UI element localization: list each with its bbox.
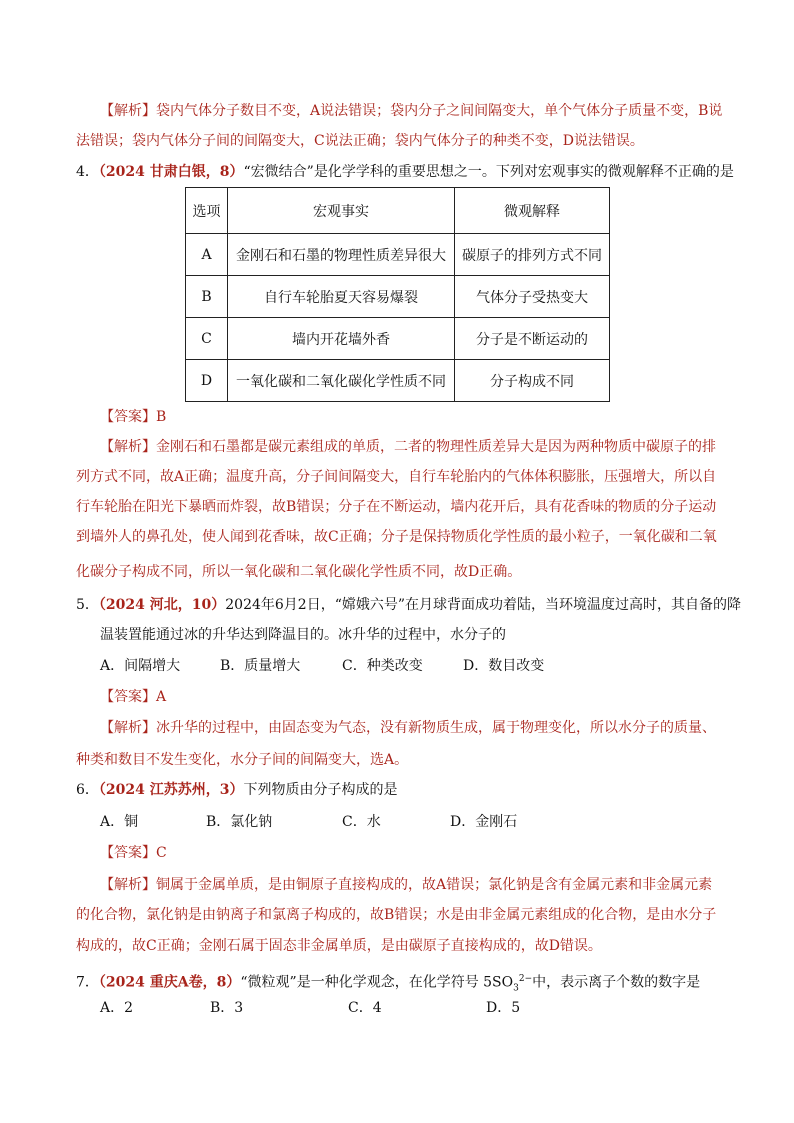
- q4-stem: [76, 162, 734, 182]
- table-cell: B: [186, 276, 228, 318]
- answer-label: 【答案】: [100, 845, 156, 861]
- option-b: B．3: [210, 1000, 244, 1016]
- analysis-label: 【解析】: [100, 877, 156, 893]
- analysis-text: 铜属于金属单质，是由铜原子直接构成的，故A错误；氯化钠是含有金属元素和非金属元素: [156, 877, 713, 893]
- question-number: 5．: [76, 597, 99, 613]
- question-text: “微粒观”是一种化学观念，在化学符号 5SO: [240, 974, 514, 991]
- q5-stem-line-1: [76, 595, 741, 615]
- q4-analysis-line-3: 行车轮胎在阳光下暴晒而炸裂，故B错误；分子在不断运动，墙内花开后，具有花香味的物质的分子运动: [76, 499, 717, 515]
- q6-analysis-line-1: [100, 875, 712, 895]
- q4-table: [185, 187, 610, 402]
- table-row: [186, 318, 610, 360]
- table-cell: 墙内开花墙外香: [228, 318, 455, 360]
- q5-answer: [100, 687, 166, 707]
- option-d: D．数目改变: [463, 658, 545, 674]
- q6-stem: [76, 780, 398, 800]
- q5-stem-line-2: 温装置能通过冰的升华达到降温目的。冰升华的过程中，水分子的: [100, 627, 506, 643]
- q7-stem: [76, 969, 700, 998]
- table-row: [186, 234, 610, 276]
- formula-subscript: 3: [513, 983, 519, 994]
- table-header-row: [186, 188, 610, 234]
- table-header-cell: 选项: [186, 188, 228, 234]
- analysis-text: 金刚石和石墨都是碳元素组成的单质，二者的物理性质差异大是因为两种物质中碳原子的排: [156, 439, 716, 455]
- question-text: 2024年6月2日，“嫦娥六号”在月球背面成功着陆，当环境温度过高时，其自备的降: [225, 597, 742, 613]
- question-text: 下列物质由分子构成的是: [243, 782, 398, 798]
- q4-analysis-line-4: 到墙外人的鼻孔处，使人闻到花香味，故C正确；分子是保持物质化学性质的最小粒子，一氧化碳和二氧: [76, 529, 717, 545]
- analysis-label: 【解析】: [100, 103, 156, 119]
- answer-label: 【答案】: [100, 409, 156, 425]
- answer-value: A: [156, 689, 167, 705]
- option-b: B．质量增大: [220, 658, 301, 674]
- option-d: D．5: [486, 1000, 521, 1016]
- question-number: 6．: [76, 782, 99, 798]
- answer-value: C: [156, 845, 167, 861]
- q3-analysis-line-2: 法错误；袋内气体分子间的间隔变大，C说法正确；袋内气体分子的种类不变，D说法错误。: [76, 133, 644, 149]
- analysis-label: 【解析】: [100, 439, 156, 455]
- q6-answer: [100, 843, 167, 863]
- answer-label: 【答案】: [100, 689, 156, 705]
- option-a: A．2: [100, 1000, 134, 1016]
- q4-answer: [100, 407, 166, 427]
- table-cell: 分子构成不同: [455, 360, 610, 402]
- answer-value: B: [156, 409, 167, 425]
- option-d: D．金刚石: [450, 814, 518, 830]
- table-cell: 自行车轮胎夏天容易爆裂: [228, 276, 455, 318]
- analysis-text: 袋内气体分子数目不变，A说法错误；袋内分子之间间隔变大，单个气体分子质量不变，B说: [156, 103, 723, 119]
- option-a: A．铜: [100, 814, 139, 830]
- option-b: B．氯化钠: [206, 814, 273, 830]
- question-text-end: 中，表示离子个数的数字是: [532, 974, 701, 991]
- q4-analysis-line-1: [100, 437, 716, 457]
- q6-analysis-line-2: 的化合物，氯化钠是由钠离子和氯离子构成的，故B错误；水是由非金属元素组成的化合物，是由水分子: [76, 907, 717, 923]
- question-text: “宏微结合”是化学学科的重要思想之一。下列对宏观事实的微观解释不正确的是: [243, 164, 734, 180]
- question-source: （2024 江苏苏州，3）: [98, 782, 244, 798]
- table-cell: 碳原子的排列方式不同: [455, 234, 610, 276]
- option-c: C．4: [348, 1000, 382, 1016]
- option-a: A．间隔增大: [100, 658, 181, 674]
- question-number: 4．: [76, 164, 99, 180]
- table-cell: 金刚石和石墨的物理性质差异很大: [228, 234, 455, 276]
- q5-analysis-line-2: 种类和数目不发生变化，水分子间的间隔变大，选A。: [76, 752, 409, 768]
- question-source: （2024 重庆A卷，8）: [98, 974, 241, 991]
- question-source: （2024 甘肃白银，8）: [98, 164, 244, 180]
- table-cell: 气体分子受热变大: [455, 276, 610, 318]
- table-cell: 分子是不断运动的: [455, 318, 610, 360]
- q4-analysis-line-5: 化碳分子构成不同，所以一氧化碳和二氧化碳化学性质不同，故D正确。: [76, 564, 522, 580]
- analysis-label: 【解析】: [100, 720, 156, 736]
- question-number: 7．: [76, 974, 99, 991]
- table-cell: 一氧化碳和二氧化碳化学性质不同: [228, 360, 455, 402]
- option-c: C．水: [342, 814, 381, 830]
- q5-analysis-line-1: [100, 718, 716, 738]
- table-cell: D: [186, 360, 228, 402]
- analysis-text: 冰升华的过程中，由固态变为气态，没有新物质生成，属于物理变化，所以水分子的质量、: [156, 720, 716, 736]
- table-cell: A: [186, 234, 228, 276]
- question-source: （2024 河北，10）: [98, 597, 226, 613]
- table-cell: C: [186, 318, 228, 360]
- table-row: [186, 360, 610, 402]
- option-c: C．种类改变: [342, 658, 423, 674]
- q4-analysis-line-2: 列方式不同，故A正确；温度升高，分子间间隔变大，自行车轮胎内的气体体积膨胀，压强增大，所以自: [76, 469, 717, 485]
- q6-analysis-line-3: 构成的，故C正确；金刚石属于固态非金属单质，是由碳原子直接构成的，故D错误。: [76, 938, 602, 954]
- table-header-cell: 宏观事实: [228, 188, 455, 234]
- table-row: [186, 276, 610, 318]
- table-header-cell: 微观解释: [455, 188, 610, 234]
- q3-analysis-line-1: [100, 101, 722, 121]
- formula-superscript: 2−: [518, 974, 533, 984]
